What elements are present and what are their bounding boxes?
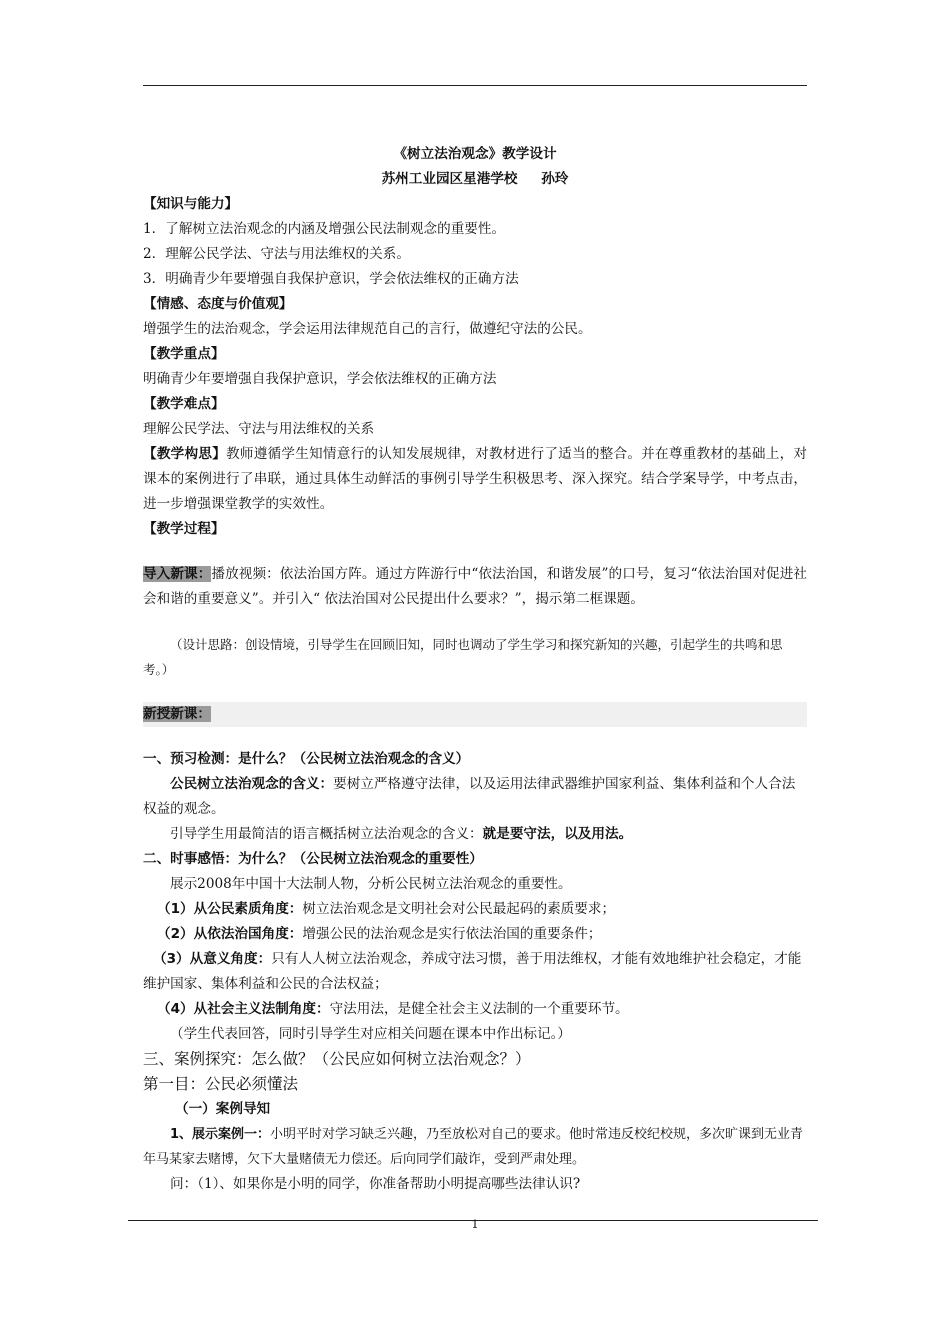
new-lesson-bar: [143, 702, 807, 727]
author-line: 苏州工业园区星港学校 孙玲: [381, 171, 569, 187]
section3-subheading: 第一目：公民必须懂法: [143, 1075, 299, 1093]
difficulty-heading: 【教学难点】: [143, 396, 225, 412]
section2-point: [143, 897, 807, 922]
knowledge-item: 3．明确青少年要增强自我保护意识，学会依法维权的正确方法: [143, 271, 519, 287]
document-title: 《树立法治观念》教学设计: [393, 146, 557, 162]
guide-text: 引导学生用最简洁的语言概括树立法治观念的含义：: [170, 826, 483, 842]
document-body: [143, 142, 807, 1197]
header-rule: [143, 85, 807, 86]
section2-note: （学生代表回答，同时引导学生对应相关问题在课本中作出标记。）: [170, 1026, 572, 1042]
key-point-text: 明确青少年要增强自我保护意识，学会依法维权的正确方法: [143, 371, 497, 387]
case-text: 小明平时对学习缺乏兴趣，乃至放松对自己的要求。他时常违反校纪校规，多次旷课到无业青年马某家去赌博，欠下大量赌债无力偿还。后向同学们敲诈，受到严肃处理。: [143, 1127, 804, 1167]
intro-paragraph: [143, 562, 807, 612]
point-label: （4）从社会主义法制角度：: [157, 1001, 330, 1017]
key-point-heading: 【教学重点】: [143, 346, 225, 362]
point-text: 守法用法，是健全社会主义法制的一个重要环节。: [329, 1001, 629, 1017]
section2-point: [143, 922, 807, 947]
point-label: （1）从公民素质角度：: [157, 901, 303, 917]
intro-label: 导入新课：: [143, 566, 212, 582]
section3-part: （一）案例导知: [175, 1101, 271, 1117]
section2-point: [143, 997, 807, 1022]
guide-bold: 就是要守法，以及用法。: [482, 826, 633, 842]
page-number: 1: [471, 1218, 479, 1231]
section1-heading: 一、预习检测：是什么？（公民树立法治观念的含义）: [143, 751, 470, 767]
process-heading: 【教学过程】: [143, 521, 225, 537]
definition-text: 要树立严格遵守法律，以及运用法律武器维护国家利益、集体利益和个人合法权益的观念。: [143, 776, 796, 817]
case-paragraph: [143, 1122, 807, 1172]
section2-intro: 展示2008年中国十大法制人物，分析公民树立法治观念的重要性。: [170, 876, 572, 892]
intro-text: 播放视频：依法治国方阵。通过方阵游行中“依法治国，和谐发展”的口号，复习“依法治国对促进社会和谐的重要意义”。并引入“ 依法治国对公民提出什么要求？”，揭示第二框课题。: [143, 566, 807, 607]
concept-label: 【教学构思】: [143, 446, 227, 462]
point-label: （3）从意义角度：: [153, 951, 272, 967]
section2-point: [143, 947, 807, 997]
point-text: 树立法治观念是文明社会对公民最起码的素质要求；: [302, 901, 616, 917]
emotion-text: 增强学生的法治观念，学会运用法律规范自己的言行，做遵纪守法的公民。: [143, 321, 592, 337]
section1-definition: [143, 772, 807, 822]
case-question: 问：（1）、如果你是小明的同学，你准备帮助小明提高哪些法律认识?: [170, 1176, 581, 1192]
concept-paragraph: [143, 442, 807, 517]
difficulty-text: 理解公民学法、守法与用法维权的关系: [143, 421, 375, 437]
section1-guide: [143, 822, 807, 847]
definition-label: 公民树立法治观念的含义：: [170, 776, 334, 792]
point-label: （2）从依法治国角度：: [157, 926, 303, 942]
case-label: 1、展示案例一：: [170, 1127, 271, 1142]
design-note: （设计思路：创设情境，引导学生在回顾旧知，同时也调动了学生学习和探究新知的兴趣，引起学生的共鸣和思考。）: [143, 637, 783, 677]
section3-heading: 三、案例探究：怎么做？（公民应如何树立法治观念？）: [143, 1050, 531, 1068]
point-text: 只有人人树立法治观念，养成守法习惯，善于用法维权，才能有效地维护社会稳定，才能维护国家、集体利益和公民的合法权益；: [143, 951, 802, 992]
new-lesson-label: 新授新课：: [143, 706, 211, 722]
section2-heading: 二、时事感悟：为什么？（公民树立法治观念的重要性）: [143, 851, 483, 867]
knowledge-heading: 【知识与能力】: [143, 196, 239, 212]
knowledge-item: 1．了解树立法治观念的内涵及增强公民法制观念的重要性。: [143, 221, 506, 237]
concept-text: 教师遵循学生知情意行的认知发展规律，对教材进行了适当的整合。并在尊重教材的基础上，对课本的案例进行了串联，通过具体生动鲜活的事例引导学生积极思考、深入探究。结合学案导学，中考点击，进一步增强课堂教学的实效性。: [143, 446, 807, 512]
knowledge-item: 2．理解公民学法、守法与用法维权的关系。: [143, 246, 410, 262]
emotion-heading: 【情感、态度与价值观】: [143, 296, 293, 312]
point-text: 增强公民的法治观念是实行依法治国的重要条件；: [302, 926, 602, 942]
